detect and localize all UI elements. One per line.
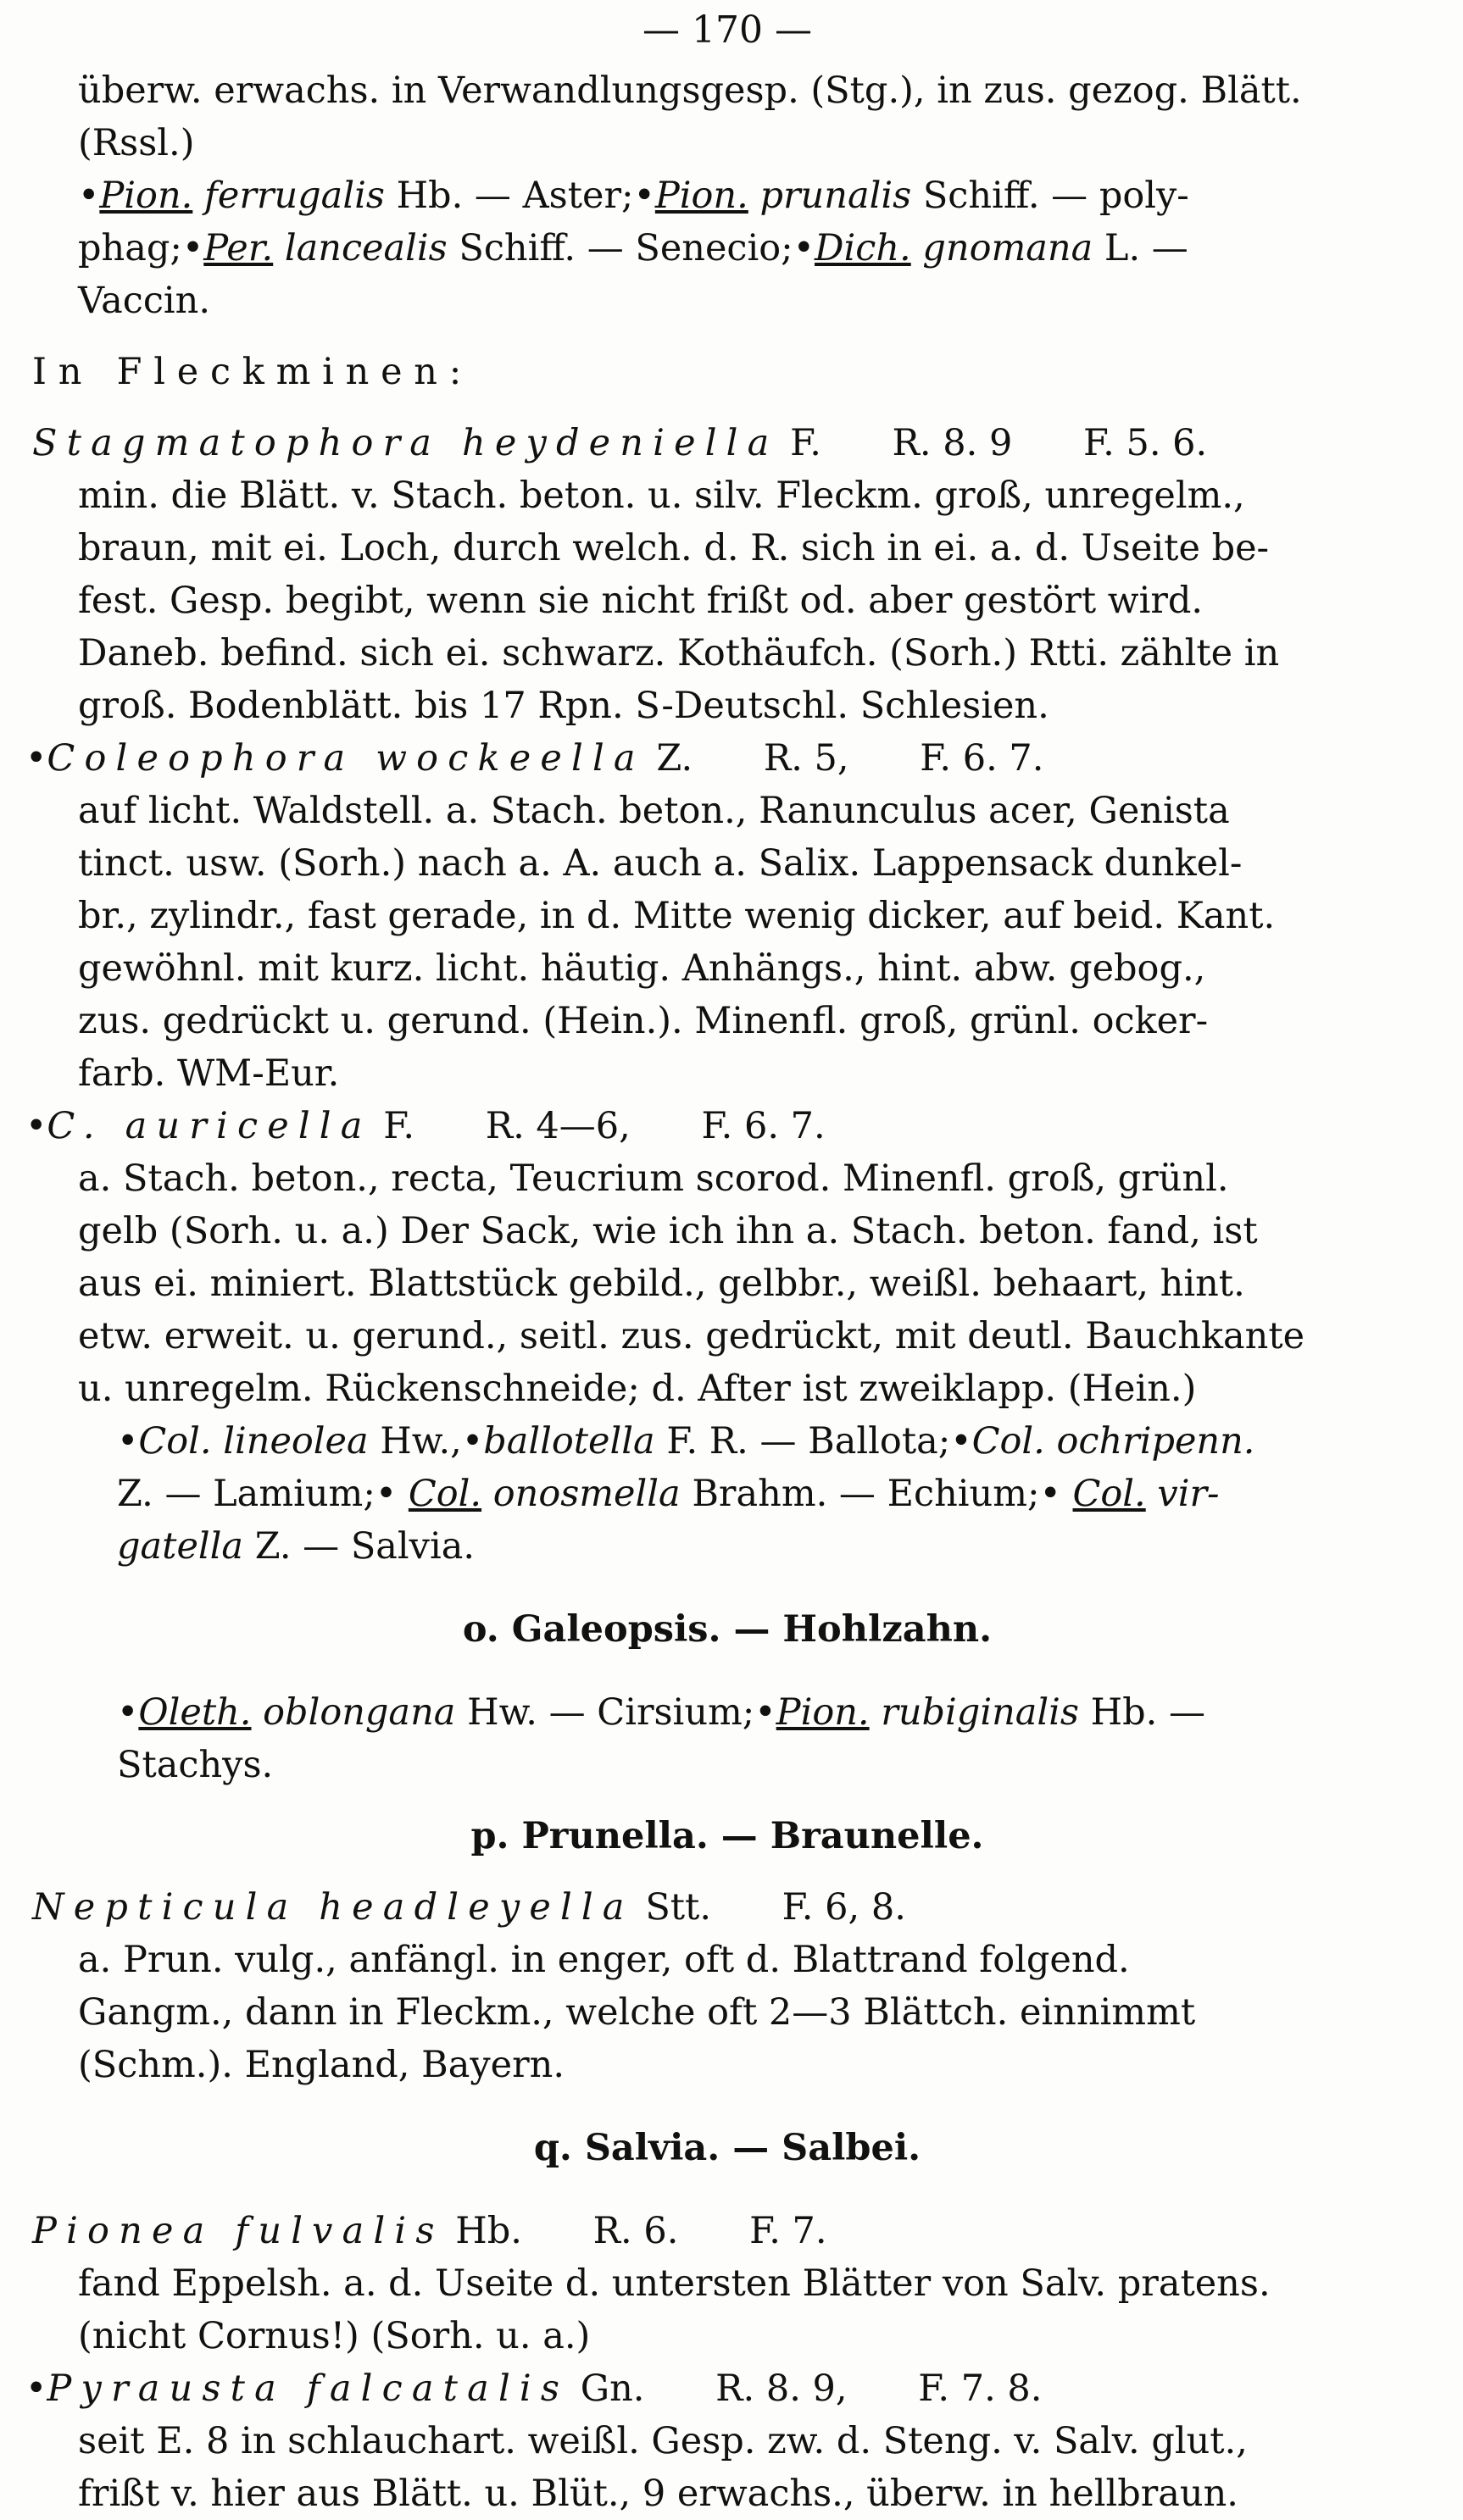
- text-line: u. unregelm. Rückenschneide; d. After ist zweiklapp. (Hein.): [78, 1368, 1197, 1410]
- f-months: F. 7.: [749, 2210, 827, 2252]
- text-line: seit E. 8 in schlauchart. weißl. Gesp. zw. d. Steng. v. Salv. glut.,: [78, 2420, 1248, 2462]
- text-line: Daneb. befind. sich ei. schwarz. Kothäufch. (Sorh.) Rtti. zählte in: [78, 632, 1280, 674]
- genus-abbr: Oleth.: [138, 1691, 252, 1734]
- section-heading: p. Prunella. — Braunelle.: [470, 1815, 984, 1857]
- author-host: F. R. — Ballota;: [666, 1420, 951, 1463]
- section-heading: o. Galeopsis. — Hohlzahn.: [462, 1608, 993, 1651]
- species-entry-title: [25, 1881, 1429, 1934]
- f-months: F. 6. 7.: [920, 737, 1044, 780]
- author-host: Hb. —: [1090, 1691, 1206, 1734]
- bullet-marker: •: [117, 1420, 139, 1463]
- species-name: lancealis: [284, 227, 448, 269]
- text-line: groß. Bodenblätt. bis 17 Rpn. S-Deutschl. Schlesien.: [78, 685, 1049, 727]
- species-name: prunalis: [759, 175, 912, 217]
- bullet-marker: •: [25, 1105, 47, 1147]
- species-name: vir-: [1157, 1473, 1220, 1515]
- text-line: zus. gedrückt u. gerund. (Hein.). Minenfl. groß, grünl. ocker-: [78, 1000, 1209, 1042]
- text-line: (Schm.). England, Bayern.: [78, 2044, 565, 2086]
- genus-abbr: Pion.: [99, 175, 193, 217]
- genus-abbr: Pion.: [654, 175, 748, 217]
- host-list-line: [25, 1468, 1429, 1520]
- author-host: Z. — Lamium;: [117, 1473, 375, 1515]
- species-name: Col. lineolea: [138, 1420, 369, 1463]
- author-host: Hw. — Cirsium;: [467, 1691, 755, 1734]
- species-name: gnomana: [922, 227, 1093, 269]
- species-name: ballotella: [483, 1420, 655, 1463]
- species-name: rubiginalis: [881, 1691, 1079, 1734]
- host-list-line: [25, 1686, 1429, 1739]
- author-host: Brahm. — Echium;: [692, 1473, 1040, 1515]
- text-line: aus ei. miniert. Blattstück gebild., gelbbr., weißl. behaart, hint.: [78, 1263, 1245, 1305]
- bullet-marker: •: [1039, 1473, 1061, 1515]
- text-line: a. Stach. beton., recta, Teucrium scorod. Minenfl. groß, grünl.: [78, 1157, 1229, 1200]
- bullet-marker: •: [461, 1420, 484, 1463]
- bullet-marker: •: [25, 2367, 47, 2410]
- f-months: F. 6, 8.: [782, 1886, 906, 1929]
- species-name: ferrugalis: [203, 175, 385, 217]
- species-name: onosmella: [492, 1473, 681, 1515]
- text-line: Gangm., dann in Fleckm., welche oft 2—3 Blättch. einnimmt: [78, 1991, 1196, 2034]
- bullet-marker: •: [181, 227, 204, 269]
- text-line: min. die Blätt. v. Stach. beton. u. silv. Fleckm. groß, unregelm.,: [78, 475, 1245, 517]
- author-host: Schiff. — Senecio;: [459, 227, 793, 269]
- species-name: Col. ochripenn.: [971, 1420, 1255, 1463]
- page: [0, 5, 1463, 2515]
- text-line: Stachys.: [117, 1744, 274, 1786]
- r-months: R. 5,: [763, 737, 849, 780]
- author-host: Schiff. — poly-: [922, 175, 1189, 217]
- text-line: fand Eppelsh. a. d. Useite d. untersten Blätter von Salv. pratens.: [78, 2262, 1271, 2305]
- page-number: — 170 —: [642, 8, 812, 52]
- author: F.: [383, 1105, 415, 1147]
- text-line: braun, mit ei. Loch, durch welch. d. R. sich in ei. a. d. Useite be-: [78, 527, 1270, 569]
- author: Z.: [656, 737, 693, 780]
- genus-abbr: Per.: [203, 227, 274, 269]
- r-months: R. 4—6,: [485, 1105, 631, 1147]
- bullet-marker: •: [754, 1691, 776, 1734]
- text-line: gewöhnl. mit kurz. licht. häutig. Anhängs., hint. abw. gebog.,: [78, 947, 1206, 990]
- host-list-line: [25, 222, 1429, 275]
- author: Hw.,: [380, 1420, 462, 1463]
- bullet-marker: •: [117, 1691, 139, 1734]
- r-months: R. 8. 9,: [715, 2367, 848, 2410]
- author-host: Hb. — Aster;: [396, 175, 634, 217]
- text-line: tinct. usw. (Sorh.) nach a. A. auch a. Salix. Lappensack dunkel-: [78, 842, 1243, 885]
- species-name: gatella: [117, 1525, 244, 1568]
- f-months: F. 5. 6.: [1082, 422, 1208, 464]
- host-list-line: [25, 1520, 1429, 1573]
- species-entry-title: [25, 732, 1429, 785]
- r-months: R. 6.: [592, 2210, 679, 2252]
- species-entry-title: [25, 417, 1429, 469]
- genus-abbr: Col.: [1072, 1473, 1146, 1515]
- f-months: F. 6. 7.: [701, 1105, 826, 1147]
- host-list-line: [25, 169, 1429, 222]
- species-name: Stagmatophora heydeniella: [32, 422, 779, 464]
- bullet-marker: •: [375, 1473, 398, 1515]
- text-line: Vaccin.: [78, 280, 211, 322]
- host-list-line: [25, 1415, 1429, 1468]
- bullet-marker: •: [793, 227, 815, 269]
- species-name: Nepticula headleyella: [32, 1886, 634, 1929]
- species-name: C. auricella: [47, 1105, 372, 1147]
- text-line: überw. erwachs. in Verwandlungsgesp. (Stg.), in zus. gezog. Blätt.: [78, 69, 1302, 112]
- species-entry-title: [25, 2205, 1429, 2257]
- author: Gn.: [580, 2367, 645, 2410]
- species-name: Pyrausta falcatalis: [47, 2367, 570, 2410]
- text-line: farb. WM-Eur.: [78, 1052, 340, 1095]
- text-line: a. Prun. vulg., anfängl. in enger, oft d. Blattrand folgend.: [78, 1939, 1130, 1981]
- text-line: etw. erweit. u. gerund., seitl. zus. gedrückt, mit deutl. Bauchkante: [78, 1315, 1305, 1357]
- text-line: gelb (Sorh. u. a.) Der Sack, wie ich ihn a. Stach. beton. fand, ist: [78, 1210, 1258, 1252]
- text-fragment: phag;: [78, 227, 182, 269]
- bullet-marker: •: [78, 175, 100, 217]
- r-months: R. 8. 9: [892, 422, 1013, 464]
- bullet-marker: •: [950, 1420, 972, 1463]
- author: Hb.: [455, 2210, 522, 2252]
- subheading: In Fleckminen:: [32, 351, 474, 393]
- author: F.: [790, 422, 821, 464]
- species-entry-title: [25, 1100, 1429, 1152]
- text-line: fest. Gesp. begibt, wenn sie nicht frißt od. aber gestört wird.: [78, 580, 1204, 622]
- species-name: Pionea fulvalis: [32, 2210, 444, 2252]
- species-name: oblongana: [263, 1691, 456, 1734]
- bullet-marker: •: [25, 737, 47, 780]
- species-name: Coleophora wockeella: [47, 737, 645, 780]
- text-line: (nicht Cornus!) (Sorh. u. a.): [78, 2315, 591, 2357]
- text-line: frißt v. hier aus Blätt. u. Blüt., 9 erwachs., überw. in hellbraun.: [78, 2473, 1238, 2515]
- author: Stt.: [645, 1886, 711, 1929]
- text-line: auf licht. Waldstell. a. Stach. beton., Ranunculus acer, Genista: [78, 790, 1230, 832]
- genus-abbr: Col.: [408, 1473, 482, 1515]
- author-host: L. —: [1104, 227, 1188, 269]
- genus-abbr: Pion.: [776, 1691, 870, 1734]
- genus-abbr: Dich.: [815, 227, 911, 269]
- text-line: br., zylindr., fast gerade, in d. Mitte wenig dicker, auf beid. Kant.: [78, 895, 1276, 937]
- text-line: (Rssl.): [78, 122, 195, 164]
- section-heading: q. Salvia. — Salbei.: [533, 2127, 921, 2169]
- author-host: Z. — Salvia.: [254, 1525, 476, 1568]
- f-months: F. 7. 8.: [918, 2367, 1043, 2410]
- species-entry-title: [25, 2362, 1429, 2415]
- bullet-marker: •: [633, 175, 655, 217]
